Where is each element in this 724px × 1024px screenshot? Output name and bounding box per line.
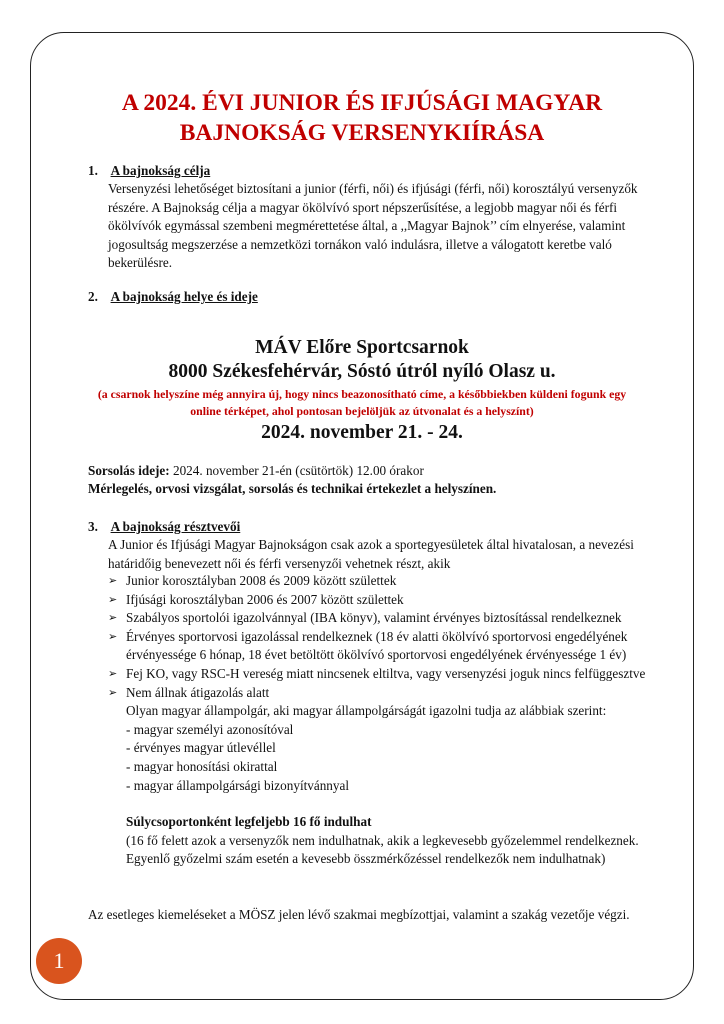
section-1-body: Versenyzési lehetőséget biztosítani a junior (férfi, női) és ifjúsági (férfi, női) korosztályú versenyzők részére. A Bajnokság célja a magyar ökölvívó sport népszerűsítése, a legjobb magyar női és férfi ökölvívók egymással szembeni megmérettetése által, a ,,Magyar Bajnok’’ cím elnyerése, valamint jogosultság megszerzése a nemzetközi tornákon való indulásra, illetve a válogatott keretbe való bekerülésre.	[108, 181, 638, 271]
draw-label: Sorsolás ideje:	[88, 463, 170, 478]
list-item: ➢ Szabályos sportolói igazolvánnyal (IBA könyv), valamint érvényes biztosítással rendelkeznek	[108, 609, 668, 628]
title-line-1: A 2024. ÉVI JUNIOR ÉS IFJÚSÁGI MAGYAR	[121, 90, 603, 116]
page-number-badge: 1	[36, 938, 82, 984]
eligibility-list	[108, 572, 668, 869]
arrow-bullet-icon: ➢	[108, 593, 118, 606]
citizenship-item: - érvényes magyar útlevéllel	[126, 740, 276, 756]
section-title: A bajnokság helye és ideje	[110, 289, 258, 304]
citizenship-item: - magyar honosítási okirattal	[126, 758, 278, 774]
list-item: ➢ Ifjúsági korosztályban 2006 és 2007 között születtek	[108, 591, 668, 610]
title-line-2: BAJNOKSÁG VERSENYKIÍRÁSA	[179, 120, 545, 146]
section-title: A bajnokság célja	[110, 163, 211, 178]
list-item: ➢ Junior korosztályban 2008 és 2009 között születtek	[108, 572, 668, 591]
weigh-in-info: Mérlegelés, orvosi vizsgálat, sorsolás és technikai értekezlet a helyszínen.	[88, 481, 497, 496]
venue-note: (a csarnok helyszíne még annyira új, hogy nincs beazonosítható címe, a későbbiekben küldeni fogunk egy online térképet, ahol pontosan bejelöljük az útvonalat és a helyszínt)	[97, 387, 627, 418]
arrow-bullet-icon: ➢	[108, 612, 118, 625]
section-number: 3.	[88, 519, 98, 534]
section-number: 1.	[88, 163, 98, 178]
participants-intro: A Junior és Ifjúsági Magyar Bajnokságon csak azok a sportegyesületek által hivatalosan, a nevezési határidőig benevezett női és férfi versenyzői vehetnek részt, akik	[108, 537, 634, 571]
list-item: ➢ Érvényes sportorvosi igazolással rendelkeznek (18 év alatti ökölvívó sportorvosi engedélyének érvényessége 6 hónap, 18 évet betöltött ökölvívó sportorvosi engedélyének érvényessége 1 év)	[108, 628, 628, 663]
seeding-note: Az esetleges kiemeléseket a MÖSZ jelen lévő szakmai megbízottjai, valamint a szakág vezetője végzi.	[88, 907, 630, 922]
list-item: ➢ Fej KO, vagy RSC-H vereség miatt nincsenek eltiltva, vagy versenyzési joguk nincs felfüggesztve	[108, 665, 668, 684]
arrow-bullet-icon: ➢	[108, 575, 118, 587]
citizenship-item: - magyar személyi azonosítóval	[126, 721, 294, 737]
arrow-bullet-icon: ➢	[108, 686, 118, 699]
event-dates: 2024. november 21. - 24.	[261, 422, 463, 443]
document-title	[60, 88, 664, 148]
weight-class-limit-body: (16 fő felett azok a versenyzők nem indulhatnak, akik a legkevesebb győzelemmel rendelkeznek. Egyenlő győzelmi szám esetén a kevesebb összmérkőzéssel rendelkezők nem indulhatnak)	[126, 832, 639, 867]
section-3-heading	[88, 518, 240, 536]
list-item: ➢ Nem állnak átigazolás alatt	[108, 684, 668, 703]
draw-time	[88, 462, 688, 480]
weight-class-limit-heading: Súlycsoportonként legfeljebb 16 fő indulhat	[126, 814, 372, 830]
section-2-heading	[88, 288, 258, 306]
venue-address: 8000 Székesfehérvár, Sóstó útról nyíló Olasz u.	[168, 361, 556, 382]
section-number: 2.	[88, 289, 98, 304]
venue-name: MÁV Előre Sportcsarnok	[255, 337, 469, 358]
citizenship-item: - magyar állampolgársági bizonyítvánnyal	[126, 777, 350, 793]
section-1-heading	[88, 162, 210, 180]
section-title: A bajnokság résztvevői	[110, 519, 241, 534]
arrow-bullet-icon: ➢	[108, 667, 118, 680]
draw-value: 2024. november 21-én (csütörtök) 12.00 órakor	[169, 463, 424, 478]
arrow-bullet-icon: ➢	[108, 630, 118, 643]
citizenship-intro: Olyan magyar állampolgár, aki magyar állampolgárságát igazolni tudja az alábbiak szerint:	[126, 703, 607, 719]
